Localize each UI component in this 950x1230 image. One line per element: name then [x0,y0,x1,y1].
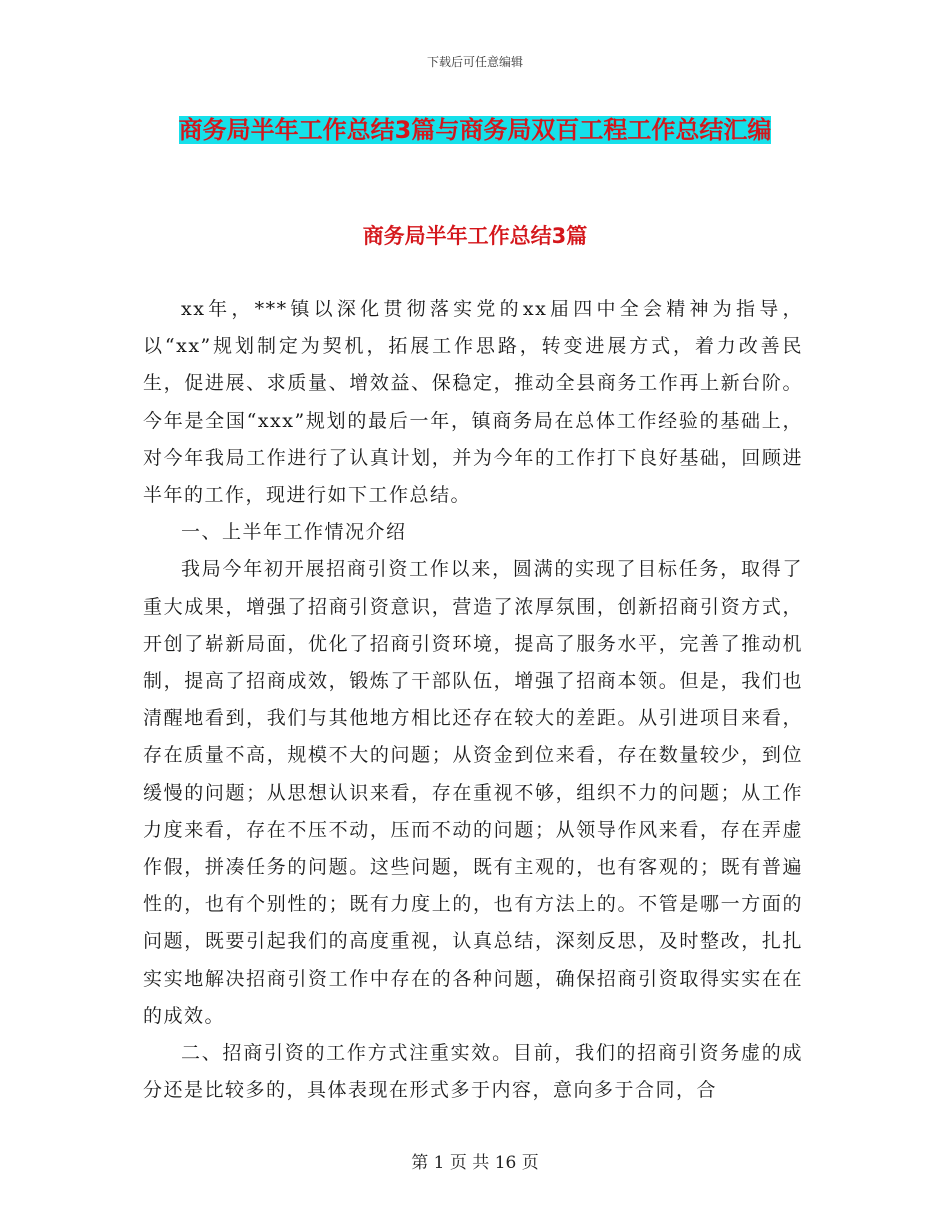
document-body [143,291,803,1109]
document-title [140,106,810,154]
paragraph: 我局今年初开展招商引资工作以来，圆满的实现了目标任务，取得了重大成果，增强了招商引资意识，营造了浓厚氛围，创新招商引资方式，开创了崭新局面，优化了招商引资环境，提高了服务水平，完善了推动机制，提高了招商成效，锻炼了干部队伍，增强了招商本领。但是，我们也清醒地看到，我们与其他地方相比还存在较大的差距。从引进项目来看，存在质量不高，规模不大的问题；从资金到位来看，存在数量较少，到位缓慢的问题；从思想认识来看，存在重视不够，组织不力的问题；从工作力度来看，存在不压不动，压而不动的问题；从领导作风来看，存在弄虚作假，拼凑任务的问题。这些问题，既有主观的，也有客观的；既有普遍性的，也有个别性的；既有力度上的，也有方法上的。不管是哪一方面的问题，既要引起我们的高度重视，认真总结，深刻反思，及时整改，扎扎实实地解决招商引资工作中存在的各种问题，确保招商引资取得实实在在的成效。 [143,558,803,1027]
section-title: 商务局半年工作总结3篇 [362,224,588,248]
page-footer: 第 1 页 共 16 页 [411,1153,539,1173]
paragraph-heading: 一、上半年工作情况介绍 [181,521,407,544]
document-title-text: 商务局半年工作总结3篇与商务局双百工程工作总结汇编 [178,116,772,144]
paragraph: 二、招商引资的工作方式注重实效。目前，我们的招商引资务虚的成分还是比较多的，具体表现在形式多于内容，意向多于合同，合 [143,1042,803,1102]
page-header: 下载后可任意编辑 [426,55,523,69]
paragraph: xx年，***镇以深化贯彻落实党的xx届四中全会精神为指导，以“xx”规划制定为契机，拓展工作思路，转变进展方式，着力改善民生，促进展、求质量、增效益、保稳定，推动全县商务工作再上新台阶。今年是全国“xxx”规划的最后一年，镇商务局在总体工作经验的基础上，对今年我局工作进行了认真计划，并为今年的工作打下良好基础，回顾进半年的工作，现进行如下工作总结。 [143,298,803,507]
